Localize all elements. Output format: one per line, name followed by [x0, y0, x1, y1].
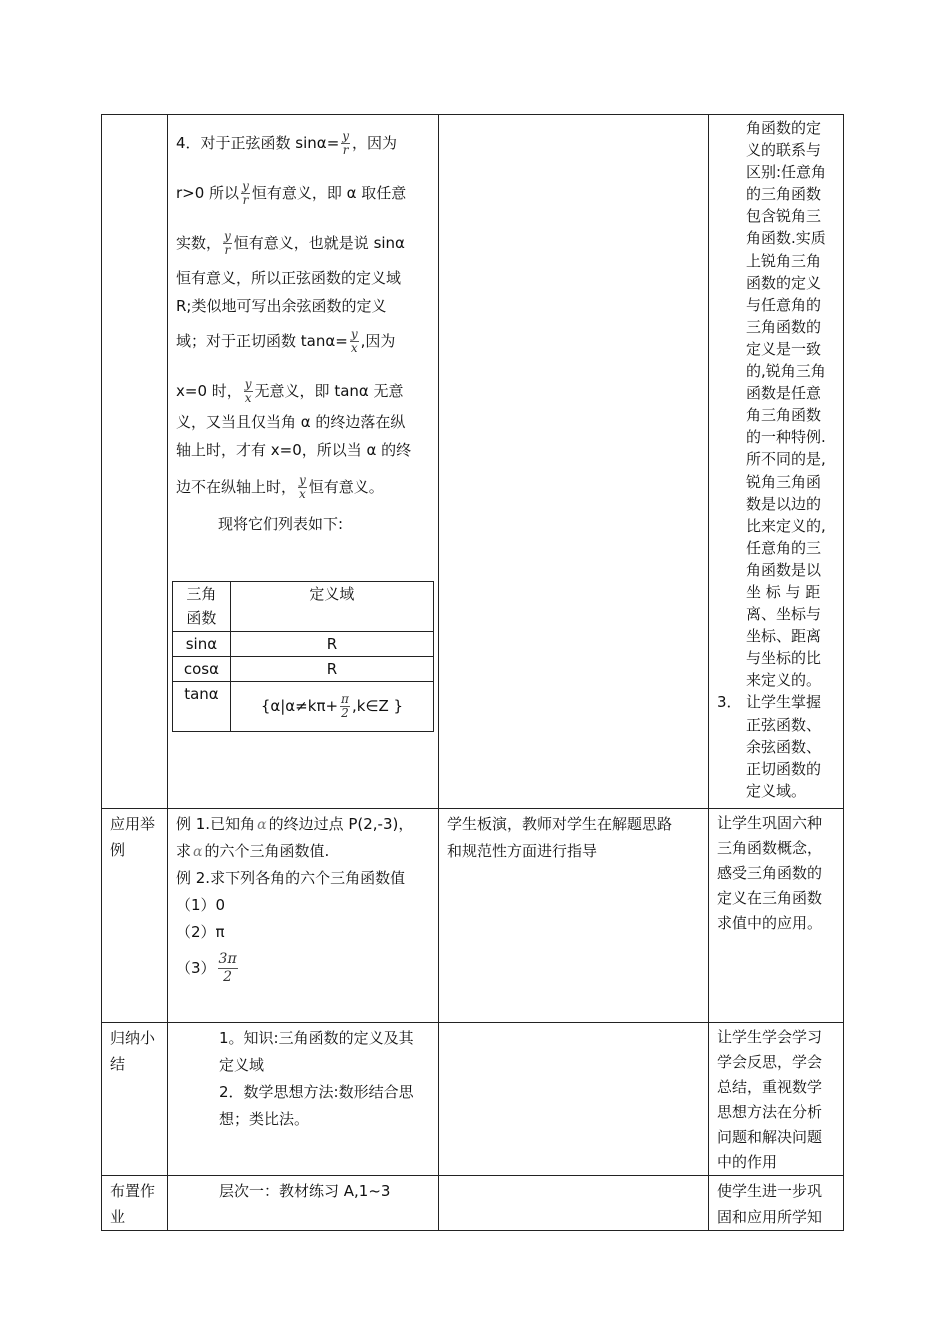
content-cell: [168, 1176, 439, 1231]
content-line: r>0 所以 $\frac{y}{r}$ 恒有意义，即 α 取任意: [176, 179, 407, 207]
header-trig-function: 三角 函数: [173, 582, 231, 632]
table-row-definition: [102, 115, 844, 809]
purpose-cell: 让学生学会学习 学会反思，学会 总结，重视数学 思想方法在分析 问题和解决问题 中的作用: [709, 1023, 844, 1176]
content-line: 实数， $\frac{y}{r}$ 恒有意义，也就是说 sinα: [176, 229, 405, 257]
table-row-homework: [102, 1176, 844, 1231]
example-1-line2: 求 α 的六个三角函数值.: [176, 842, 330, 860]
content-line: 义，又当且仅当角 α 的终边落在纵: [176, 413, 406, 431]
summary-line: 想；类比法。: [219, 1110, 310, 1128]
func-cell: cosα: [173, 657, 231, 682]
stage-label-cell: 布置作 业: [102, 1176, 168, 1231]
activity-line: 和规范性方面进行指导: [447, 842, 598, 860]
content-line: R;类似地可写出余弦函数的定义: [176, 297, 387, 315]
domain-cell: R: [230, 632, 433, 657]
content-cell: [168, 1023, 439, 1176]
header-domain: 定义域: [230, 582, 433, 632]
lesson-plan-table: [101, 114, 844, 1231]
content-line: 轴上时，才有 x=0，所以当 α 的终: [176, 441, 412, 459]
activity-cell: [439, 1176, 709, 1231]
example-1-line1: 例 1.已知角 α 的终边过点 P(2,-3)，: [176, 815, 414, 833]
content-line: 域；对于正切函数 tanα= $\frac{y}{x}$ ,因为: [176, 327, 396, 355]
content-line: 恒有意义，所以正弦函数的定义域: [176, 269, 402, 287]
activity-cell: [439, 809, 709, 1023]
content-cell: [168, 115, 439, 809]
fraction-y-over-x: $\frac{y}{x}$: [350, 327, 358, 355]
domain-table-row: [173, 657, 434, 682]
fraction-y-over-r: $\frac{y}{r}$: [242, 179, 249, 207]
purpose-cell: 让学生巩固六种 三角函数概念， 感受三角函数的 定义在三角函数 求值中的应用。: [709, 809, 844, 1023]
table-row-summary: [102, 1023, 844, 1176]
list-intro: 现将它们列表如下:: [218, 515, 344, 533]
content-line: 4．对于正弦函数 sinα= $\frac{y}{r}$ ，因为: [176, 129, 398, 157]
purpose-cell: [709, 115, 844, 809]
summary-line: 2．数学思想方法:数形结合思: [219, 1083, 414, 1101]
example-2-item: （2）π: [176, 923, 225, 941]
domain-cell: R: [230, 657, 433, 682]
purpose-cell: 使学生进一步巩 固和应用所学知: [709, 1176, 844, 1231]
homework-line: 层次一：教材练习 A,1~3: [219, 1182, 391, 1200]
content-line: 边不在纵轴上时， $\frac{y}{x}$ 恒有意义。: [176, 473, 384, 501]
purpose-text: 角函数的定 义的联系与 区别:任意角 的三角函数 包含锐角三 角函数.实质 上锐角三角 函数的定义 与任意角的 三角函数的 定义是一致 的,锐角三角 函数是任意 角三角函数 的一种特例. 所不同的是, 锐角三角函 数是以边的 比来定义的, 任意角的三 角函数是以 坐 标 与 距 离、坐标与 坐标、距离 与坐标的比 来定义的。 3． 让学生掌握 正弦函数、 余弦函数、 正切函数的 定义域。: [709, 115, 843, 802]
table-row-examples: [102, 809, 844, 1023]
domain-table-row: [173, 632, 434, 657]
activity-cell: [439, 115, 709, 809]
summary-line: 1。知识:三角函数的定义及其: [219, 1029, 414, 1047]
stage-label-cell: 归纳小 结: [102, 1023, 168, 1176]
stage-label-cell: [102, 115, 168, 809]
fraction-y-over-x: $\frac{y}{x}$: [244, 377, 252, 405]
content-cell: [168, 809, 439, 1023]
func-cell: sinα: [173, 632, 231, 657]
summary-line: 定义域: [219, 1056, 265, 1074]
domain-table-header: [173, 582, 434, 632]
domain-table: [172, 581, 434, 732]
example-2: 例 2.求下列各角的六个三角函数值: [176, 869, 406, 887]
fraction-y-over-r: $\frac{y}{r}$: [342, 129, 350, 157]
purpose-item-3: 3． 让学生掌握: [717, 693, 822, 712]
content-line: x=0 时， $\frac{y}{x}$ 无意义，即 tanα 无意: [176, 377, 404, 405]
fraction-pi-over-2: $\frac{\pi}{2}$: [341, 692, 349, 720]
example-2-item: （3） $\frac{3\pi}{2}$: [176, 951, 237, 985]
fraction-y-over-r: $\frac{y}{r}$: [224, 229, 231, 257]
activity-cell: [439, 1023, 709, 1176]
stage-label-cell: 应用举 例: [102, 809, 168, 1023]
func-cell: tanα: [173, 682, 231, 732]
activity-line: 学生板演，教师对学生在解题思路: [447, 815, 673, 833]
domain-table-row: [173, 682, 434, 732]
fraction-y-over-x: $\frac{y}{x}$: [299, 473, 306, 501]
fraction-3pi-over-2: $\frac{3\pi}{2}$: [218, 951, 237, 985]
domain-cell: {α|α≠kπ+ $\frac{\pi}{2}$ ,k∈Z }: [230, 682, 433, 732]
example-2-item: （1）0: [176, 896, 226, 914]
